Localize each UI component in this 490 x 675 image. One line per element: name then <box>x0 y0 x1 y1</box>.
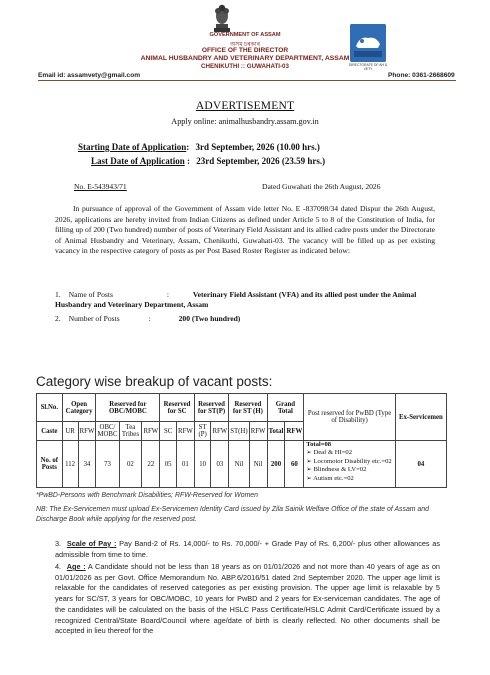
header-grand-total: Grand Total <box>267 394 304 422</box>
cell-rfw-st-p: 03 <box>211 441 229 488</box>
table-row <box>37 441 447 488</box>
cell-pwbd <box>304 441 396 488</box>
age-criteria <box>55 562 440 637</box>
pwbd-item <box>306 475 394 483</box>
cell-sc: 05 <box>160 441 177 488</box>
office-address: CHENIKUTHI :: GUWAHATI-03 <box>201 63 289 70</box>
subheader-obc-mobc: OBC/ MOBC <box>96 422 119 441</box>
arrow-bullet-icon: ➢ <box>306 457 312 465</box>
subheader-ur: UR <box>62 422 78 441</box>
point-number: 4. <box>55 562 62 571</box>
pwbd-item-text: Autism etc.=02 <box>313 474 354 482</box>
header-sl-no: Sl.No. <box>37 394 63 422</box>
last-date-value: 23rd September, 2026 (23.59 hrs.) <box>196 156 326 166</box>
cell-rfw-obc: 22 <box>142 441 160 488</box>
item-label: Name of Posts <box>68 290 113 299</box>
point-heading: Age : <box>66 562 86 571</box>
point-text: A Candidate should not be less than 18 years as on 01/01/2026 and not more than 40 years of age as on 01/01/2026 as per Govt. Office Memorandum No. ABP.6/2016/51 dated 2nd September 2020. The upper age limit is relaxable for the candidates of reserved categories as per existing provision. The upper age limit is relaxable by 5 years for SC/ST, 3 years for OBC/MOBC, 10 years for PwBD and 2 years for Ex-serviceman candidates. The age of the candidates will be calculated on the basis of the HSLC Pass Certificate/HSLC Admit Card/Certificate issued by a recognized Central/State Board/Council where age/date of birth is clearly reflected. No other documents shall be accepted in lieu thereof for the <box>55 562 440 636</box>
vacancy-table <box>36 393 447 488</box>
apply-online-text: Apply online: animalhusbandry.assam.gov.in <box>171 117 319 126</box>
item-label: Number of Posts <box>68 314 120 323</box>
subheader-rfw: RFW <box>142 422 160 441</box>
item-value: 200 (Two hundred) <box>178 314 241 323</box>
cell-rfw-st-h: Nil <box>249 441 267 488</box>
arrow-bullet-icon: ➢ <box>306 474 312 482</box>
cell-rfw-total: 60 <box>285 441 304 488</box>
cell-rfw-sc: 01 <box>177 441 195 488</box>
last-date: Last Date of Application : 23rd September, 2026 (23.59 hrs.) <box>91 156 326 166</box>
start-date: Starting Date of Application: 3rd September, 2026 (10.00 hrs.) <box>78 142 320 152</box>
office-name: OFFICE OF THE DIRECTOR <box>201 47 289 54</box>
header-ex-servicemen: Ex-Servicemen <box>395 394 446 441</box>
point-number: 3. <box>55 539 62 548</box>
item-value: Veterinary Field Assistant (VFA) and its allied post under the Animal Husbandry and Veterinary Department, Assam <box>55 290 417 309</box>
arrow-bullet-icon: ➢ <box>306 449 312 457</box>
subheader-st-h: ST(H) <box>229 422 249 441</box>
phone-number: Phone: 0361-2668609 <box>388 72 455 79</box>
cell-tea-tribes: 02 <box>119 441 142 488</box>
subheader-sc: SC <box>160 422 177 441</box>
header-st-h: Reserved for ST (H) <box>229 394 267 422</box>
cell-obc: 73 <box>96 441 119 488</box>
category-breakup-title: Category wise breakup of vacant posts: <box>36 374 273 389</box>
cell-rfw-open: 34 <box>78 441 96 488</box>
cell-ex-servicemen: 04 <box>395 441 446 488</box>
pwbd-item <box>306 458 394 466</box>
subheader-rfw: RFW <box>249 422 267 441</box>
item-number: 2. <box>55 314 61 323</box>
last-date-label: Last Date of Application <box>91 156 185 166</box>
department-logo <box>350 24 386 62</box>
department-name: ANIMAL HUSBANDRY AND VETERINARY DEPARTMENT, ASSAM <box>140 55 350 62</box>
pwbd-item-text: Locomotor Disability etc.=02 <box>313 457 392 465</box>
subheader-caste: Caste <box>37 422 63 441</box>
logo-caption: DIRECTORATE OF AH & VETY <box>348 63 388 71</box>
pwbd-item-text: Blindness & LV=02 <box>313 466 367 474</box>
pwbd-item <box>306 466 394 474</box>
advertisement-title: ADVERTISEMENT <box>195 100 295 112</box>
state-emblem-icon <box>211 3 233 33</box>
header-pwbd: Post reserved for PwBD (Type of Disability) <box>304 394 396 441</box>
start-date-label: Starting Date of Application <box>78 142 187 152</box>
item-name-of-posts <box>55 290 441 310</box>
subheader-rfw: RFW <box>78 422 96 441</box>
subheader-rfw: RFW <box>211 422 229 441</box>
header-st-p: Reserved for ST(P) <box>194 394 228 422</box>
subheader-tea-tribes: Tea Tribes <box>119 422 142 441</box>
govt-name-assamese: অসম চৰকাৰ <box>230 42 260 48</box>
cell-ur: 112 <box>62 441 78 488</box>
email-address: Email id: assamvety@gmail.com <box>38 72 141 79</box>
subheader-rfw: RFW <box>177 422 195 441</box>
arrow-bullet-icon: ➢ <box>306 466 312 474</box>
start-date-value: 3rd September, 2026 (10.00 hrs.) <box>195 142 320 152</box>
cell-total: 200 <box>267 441 285 488</box>
header-open-category: Open Category <box>62 394 96 422</box>
item-colon: : <box>166 290 169 299</box>
table-legend-note: *PwBD-Persons with Benchmark Disabilities; RFW-Reserved for Women <box>36 492 258 499</box>
point-heading: Scale of Pay : <box>66 539 117 548</box>
subheader-total: Total <box>267 422 285 441</box>
header-divider <box>38 80 456 81</box>
govt-name: GOVERNMENT OF ASSAM <box>209 32 281 38</box>
pwbd-item <box>306 449 394 457</box>
table-header-row <box>37 394 447 422</box>
intro-paragraph: In pursuance of approval of the Government of Assam vide letter No. E -837098/34 dated Dispur the 26th August, 2026, applications are hereby invited from Indian Citizens as defined under Article 5 to 8 of the Constitution of India, for filling up of 200 (Two hundred) number of posts of Veterinary Field Assistant and its allied cadre posts under the Directorate of Animal Husbandry and Veterinary, Assam, Chenikuthi, Guwahati-03. The vacancy will be filled up as per existing vacancy in the respective category of posts as per Post Based Roster Register as indicated below: <box>55 204 435 256</box>
subheader-rfw: RFW <box>285 422 304 441</box>
item-number-of-posts <box>55 314 240 323</box>
header-sc: Reserved for SC <box>160 394 194 422</box>
cell-st-h: Nil <box>229 441 249 488</box>
pwbd-total: Total=08 <box>306 441 332 448</box>
point-text: Pay Band-2 of Rs. 14,000/- to Rs. 70,000/- + Grade Pay of Rs. 6,200/- plus other allowances as admissible from time to time. <box>55 539 440 559</box>
subheader-st-p: ST (P) <box>194 422 211 441</box>
row-label: No. of Posts <box>37 441 63 488</box>
reference-number: No. E-543943/71 <box>74 182 127 191</box>
dated-text: Dated Guwahati the 26th August, 2026 <box>262 182 381 191</box>
cell-st-p: 10 <box>194 441 211 488</box>
item-colon: : <box>148 314 151 323</box>
scale-of-pay <box>55 539 440 560</box>
pwbd-item-text: Deaf & HI=02 <box>313 449 352 457</box>
item-number: 1. <box>55 290 61 299</box>
header-obc-mobc: Reserved for OBC/MOBC <box>96 394 160 422</box>
ex-servicemen-note: NB: The Ex-Servicemen must upload Ex-Servicemen Identity Card issued by Zila Sainik Welfare Office of the state of Assam and Discharge Book while applying for the reserved post. <box>36 506 429 523</box>
